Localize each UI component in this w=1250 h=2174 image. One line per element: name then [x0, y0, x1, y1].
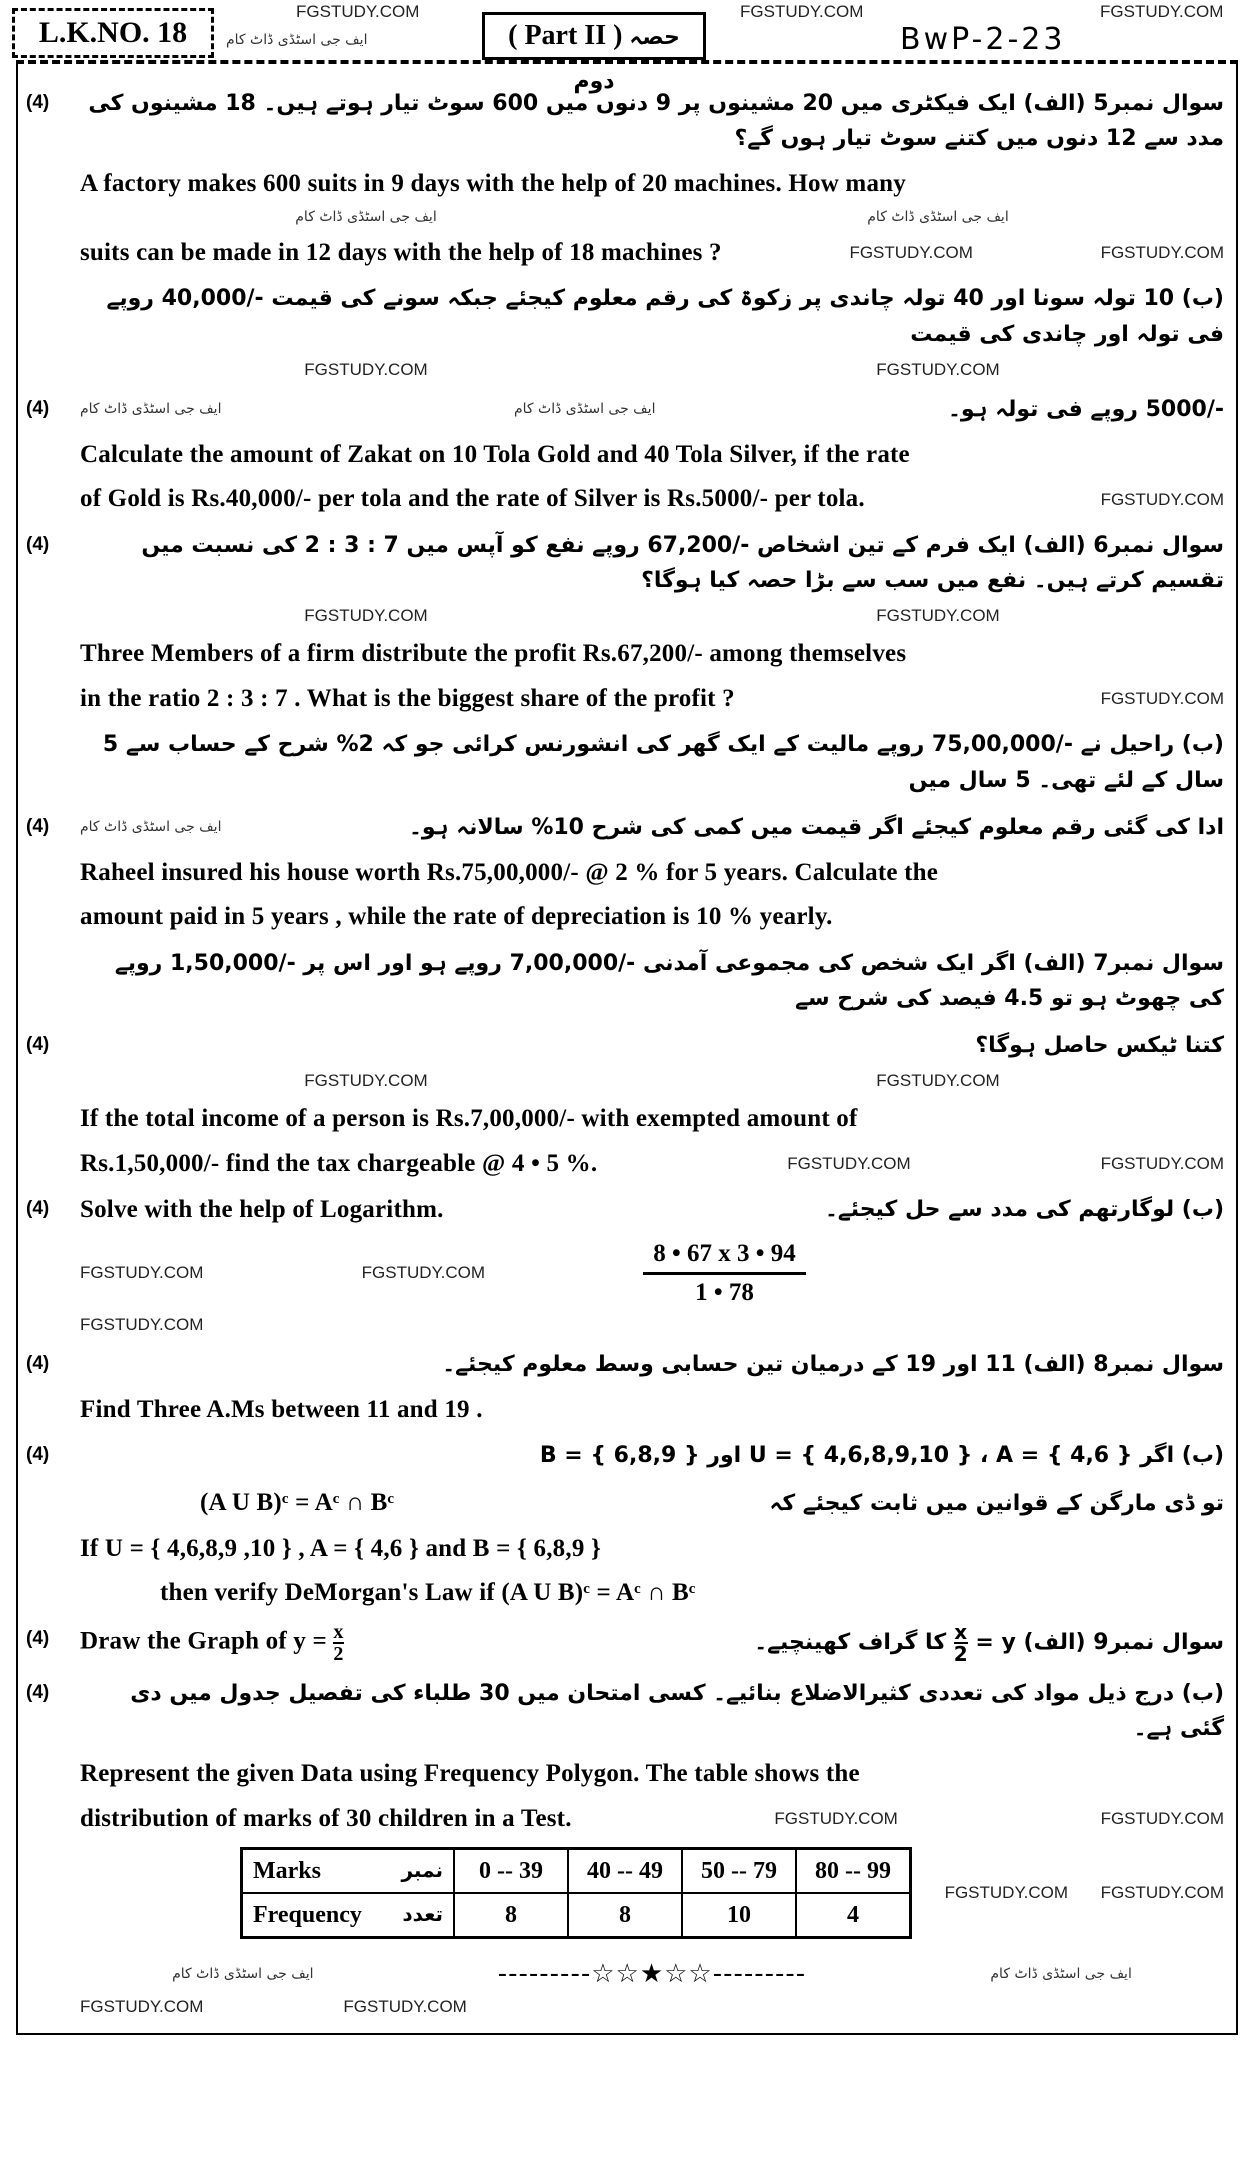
line-group — [80, 392, 1224, 427]
end-stars-divider: ---------☆☆★☆☆--------- — [497, 1959, 807, 1990]
q7a-urdu-1: سوال نمبر7 (الف) اگر ایک شخص کی مجموعی آمدنی -/7,00,000 روپے ہو اور اس پر -/1,50,000 روپے کی چھوٹ ہو تو 4.5 فیصد کی شرح سے — [114, 950, 1224, 1012]
watermark-urdu: ایف جی اسٹڈی ڈاٹ کام — [80, 819, 222, 836]
watermark: FGSTUDY.COM — [774, 1808, 898, 1828]
marks-label: (4) — [26, 533, 50, 555]
q8b-urdu2-row — [26, 1486, 1224, 1521]
marks-label: (4) — [26, 1681, 50, 1703]
watermark: FGSTUDY.COM — [80, 1314, 204, 1334]
q6b-urdu2-row — [26, 810, 1224, 845]
q6a-en2-row — [26, 683, 1224, 716]
watermark-row — [26, 209, 1224, 225]
watermark-row — [26, 1997, 1224, 2017]
x-over-2 — [953, 1619, 968, 1666]
q9a-en-text: Draw the Graph of y = — [80, 1627, 327, 1655]
class-cell: 0 -- 39 — [454, 1849, 568, 1894]
q9b-en-2: distribution of marks of 30 children in a Test. — [80, 1804, 572, 1832]
line-group — [80, 810, 1224, 845]
marks-spacer — [26, 901, 80, 907]
q9a-urdu-pre: سوال نمبر9 (الف) — [1023, 1629, 1224, 1655]
marks-label: (4) — [26, 1444, 50, 1466]
watermark: FGSTUDY.COM — [1100, 1154, 1224, 1174]
marks-spacer — [26, 1577, 80, 1583]
watermark-urdu: ایف جی اسٹڈی ڈاٹ کام — [514, 401, 656, 418]
watermark-urdu: ایف جی اسٹڈی ڈاٹ کام — [867, 208, 1009, 225]
marks-label: (4) — [26, 1198, 50, 1220]
frequency-cell: 10 — [682, 1893, 796, 1938]
q6a-en-row — [26, 638, 1224, 671]
marks-label: (4) — [26, 397, 50, 419]
q5b-en-1: Calculate the amount of Zakat on 10 Tola Gold and 40 Tola Silver, if the rate — [80, 440, 910, 468]
marks-spacer — [26, 683, 80, 689]
q9b-en2-row — [26, 1803, 1224, 1836]
part-label — [482, 12, 706, 94]
class-cell: 40 -- 49 — [568, 1849, 682, 1894]
q7a-en2-row — [26, 1148, 1224, 1181]
marks-spacer — [26, 237, 80, 243]
q7b-en: Solve with the help of Logarithm. — [80, 1195, 444, 1223]
marks-spacer — [26, 946, 80, 952]
line-group — [80, 683, 1224, 716]
line-group — [80, 237, 1224, 270]
line-group — [80, 1240, 1224, 1307]
marks-spacer — [26, 638, 80, 644]
q8b-urdu-1: (ب) اگر U = { 4,6,8,9,10 } ، A = { 4,6 } اور B = { 6,8,9 } — [539, 1443, 1224, 1469]
q7a-urdu-2: کتنا ٹیکس حاصل ہوگا؟ — [975, 1033, 1224, 1059]
watermark: FGSTUDY.COM — [944, 1883, 1068, 1903]
watermark: FGSTUDY.COM — [296, 2, 420, 21]
question-frame — [16, 60, 1238, 2035]
frequency-table — [240, 1847, 912, 1939]
q5a-urdu: سوال نمبر5 (الف) ایک فیکٹری میں 20 مشینوں پر 9 دنوں میں 600 سوٹ تیار ہوتے ہیں۔ 18 مشینوں کی مدد سے 12 دنوں میں کتنے سوٹ تیار ہوں گے؟ — [88, 91, 1224, 152]
table-row-wrap — [26, 1847, 1224, 1939]
set-law-urdu-line: (A U B)ᶜ = Aᶜ ∩ Bᶜ — [200, 1488, 395, 1516]
q8a-row — [26, 1347, 1224, 1382]
q8b-urdu-row — [26, 1438, 1224, 1473]
q5b-urdu-row — [26, 281, 1224, 351]
q9a-en — [80, 1622, 344, 1664]
q6a-en-1: Three Members of a firm distribute the profit Rs.67,200/- among themselves — [80, 640, 907, 668]
part-urdu: حصہ دوم — [573, 25, 680, 94]
marks-spacer — [26, 1103, 80, 1109]
marks-label: (4) — [26, 815, 50, 837]
q6b-urdu-row — [26, 727, 1224, 797]
q6a-row — [26, 528, 1224, 598]
q5b-urdu-2: -/5000 روپے فی تولہ ہو۔ — [948, 396, 1224, 422]
marks-spacer — [26, 439, 80, 445]
watermark: FGSTUDY.COM — [876, 1071, 1000, 1091]
line-group — [80, 1148, 1224, 1181]
marks-label: (4) — [26, 1034, 50, 1056]
q8b-en-1: If U = { 4,6,8,9 ,10 } , A = { 4,6 } and B = { 6,8,9 } — [80, 1534, 602, 1562]
q7a-en-2: Rs.1,50,000/- find the tax chargeable @ 4 • 5 %. — [80, 1149, 598, 1177]
watermark-urdu: ایف جی اسٹڈی ڈاٹ کام — [295, 208, 437, 225]
q9b-en-1: Represent the given Data using Frequency Polygon. The table shows the — [80, 1760, 860, 1788]
q5a-en-1: A factory makes 600 suits in 9 days with the help of 20 machines. How many — [80, 170, 906, 198]
fraction-numerator: 8 • 67 x 3 • 94 — [643, 1240, 806, 1275]
q5a-row — [26, 86, 1224, 156]
q6a-urdu: سوال نمبر6 (الف) ایک فرم کے تین اشخاص -/67,200 روپے نفع کو آپس میں 7 : 3 : 2 کی نسبت میں تقسیم کرتے ہیں۔ نفع میں سب سے بڑا حصہ کیا ہوگا؟ — [141, 532, 1224, 594]
row-header-frequency — [242, 1893, 455, 1938]
q6b-en-2: amount paid in 5 years , while the rate of depreciation is 10 % yearly. — [80, 903, 833, 931]
q8b-urdu-2: تو ڈی مارگن کے قوانین میں ثابت کیجئے کہ — [769, 1490, 1224, 1516]
watermark: FGSTUDY.COM — [1100, 489, 1224, 509]
q8b-en-2: then verify DeMorgan's Law if (A U B)ᶜ = Aᶜ ∩ Bᶜ — [160, 1579, 696, 1607]
marks-label-en: Marks — [253, 1857, 321, 1884]
q7a-row — [26, 946, 1224, 1016]
q8a-en-row — [26, 1394, 1224, 1427]
frequency-label-urdu: تعدد — [402, 1901, 443, 1926]
class-cell: 50 -- 79 — [682, 1849, 796, 1894]
q8b-en2-row — [26, 1577, 1224, 1610]
watermark-row — [26, 606, 1224, 626]
marks-spacer — [26, 1803, 80, 1809]
q5b-urdu-1: (ب) 10 تولہ سونا اور 40 تولہ چاندی پر زکوۃ کی رقم معلوم کیجئے جبکہ سونے کی قیمت -/40,000 روپے فی تولہ اور چاندی کی قیمت — [106, 286, 1224, 347]
line-group — [80, 1619, 1224, 1666]
q9a-row — [26, 1619, 1224, 1666]
handwritten-code: BwP-2-23 — [900, 22, 1066, 57]
marks-spacer — [26, 1533, 80, 1539]
watermark: FGSTUDY.COM — [80, 1997, 204, 2017]
part-en: ( Part II ) — [508, 20, 623, 51]
watermark-row — [26, 1071, 1224, 1091]
frac-num: x — [333, 1620, 344, 1643]
q5b-urdu2-row — [26, 392, 1224, 427]
watermark: FGSTUDY.COM — [80, 1263, 204, 1283]
frequency-cell: 4 — [796, 1893, 911, 1938]
q9b-row — [26, 1676, 1224, 1746]
q5a-en2-row — [26, 237, 1224, 270]
watermark: FGSTUDY.COM — [876, 359, 1000, 379]
q8a-urdu: سوال نمبر8 (الف) 11 اور 19 کے درمیان تین حسابی وسط معلوم کیجئے۔ — [442, 1351, 1224, 1377]
row-header-marks — [242, 1849, 455, 1894]
q7a-urdu2-row — [26, 1028, 1224, 1063]
watermark: FGSTUDY.COM — [304, 606, 428, 626]
marks-spacer — [26, 1847, 80, 1853]
frequency-cell: 8 — [454, 1893, 568, 1938]
line-group — [80, 1803, 1224, 1836]
q7a-en-row — [26, 1103, 1224, 1136]
line-group — [80, 1847, 1224, 1939]
marks-spacer — [26, 281, 80, 287]
q7a-en-1: If the total income of a person is Rs.7,00,000/- with exempted amount of — [80, 1105, 858, 1133]
watermark: FGSTUDY.COM — [304, 1071, 428, 1091]
watermark-urdu: ایف جی اسٹڈی ڈاٹ کام — [172, 1966, 314, 1983]
q6b-en-1: Raheel insured his house worth Rs.75,00,000/- @ 2 % for 5 years. Calculate the — [80, 858, 939, 886]
watermark: FGSTUDY.COM — [361, 1263, 486, 1283]
watermark: FGSTUDY.COM — [1100, 1883, 1224, 1903]
marks-label: (4) — [26, 1627, 50, 1649]
log-fraction — [643, 1240, 806, 1307]
watermark: FGSTUDY.COM — [343, 1997, 467, 2017]
frac-num: x — [954, 1619, 968, 1644]
watermark: FGSTUDY.COM — [1100, 689, 1224, 709]
watermark: FGSTUDY.COM — [787, 1154, 911, 1174]
q5a-en-row — [26, 168, 1224, 201]
class-cell: 80 -- 99 — [796, 1849, 911, 1894]
watermark: FGSTUDY.COM — [740, 2, 864, 21]
watermark-row — [26, 1315, 1224, 1335]
watermark-row — [26, 360, 1224, 380]
q7b-row — [26, 1192, 1224, 1227]
q9b-en-row — [26, 1758, 1224, 1791]
marks-spacer — [26, 1148, 80, 1154]
q5a-en-2: suits can be made in 12 days with the help of 18 machines ? — [80, 238, 722, 266]
q6b-urdu-1: (ب) راحیل نے -/75,00,000 روپے مالیت کے ایک گھر کی انشورنس کرائی جو کہ 2% شرح کے حساب سے 5 سال کے لئے تھی۔ 5 سال میں — [102, 732, 1224, 793]
q9b-urdu: (ب) درج ذیل مواد کی تعددی کثیرالاضلاع بنائیے۔ کسی امتحان میں 30 طلباء کی تفصیل جدول میں دی گئی ہے۔ — [130, 1680, 1224, 1741]
marks-spacer — [26, 1240, 80, 1246]
frequency-label-en: Frequency — [253, 1901, 362, 1928]
q6b-en-row — [26, 857, 1224, 890]
q9a-urdu: سوال نمبر9 (الف) y = $\frac{x}{2}$ کا گراف کھینچیے۔ — [754, 1619, 1224, 1666]
x-over-2 — [333, 1622, 343, 1664]
line-group — [80, 483, 1224, 516]
q5b-en-row — [26, 439, 1224, 472]
q8a-en: Find Three A.Ms between 11 and 19 . — [80, 1395, 483, 1423]
table-row — [242, 1893, 911, 1938]
marks-spacer — [26, 483, 80, 489]
watermark: FGSTUDY.COM — [876, 606, 1000, 626]
line-group — [80, 1486, 1224, 1521]
marks-spacer — [26, 1394, 80, 1400]
log-fraction-row — [26, 1240, 1224, 1307]
marks-spacer — [26, 1486, 80, 1492]
marks-label: (4) — [26, 92, 50, 113]
marks-spacer — [26, 168, 80, 174]
q5b-en2-row — [26, 483, 1224, 516]
watermark: FGSTUDY.COM — [1100, 1808, 1224, 1828]
marks-spacer — [26, 727, 80, 733]
footer-row — [26, 1959, 1224, 1989]
q6b-urdu-2: ادا کی گئی رقم معلوم کیجئے اگر قیمت میں کمی کی شرح 10% سالانہ ہو۔ — [409, 814, 1224, 840]
watermark: FGSTUDY.COM — [849, 243, 973, 263]
q6a-en-2: in the ratio 2 : 3 : 7 . What is the biggest share of the profit ? — [80, 684, 735, 712]
watermark-urdu: ایف جی اسٹڈی ڈاٹ کام — [80, 401, 222, 418]
watermark: FGSTUDY.COM — [1100, 243, 1224, 263]
marks-spacer — [26, 1758, 80, 1764]
frequency-cell: 8 — [568, 1893, 682, 1938]
lk-number-box: L.K.NO. 18 — [12, 8, 214, 58]
marks-label-urdu: نمبر — [401, 1857, 443, 1882]
watermark: FGSTUDY.COM — [1100, 2, 1224, 21]
q8b-en-row — [26, 1533, 1224, 1566]
q7b-urdu: (ب) لوگارتھم کی مدد سے حل کیجئے۔ — [824, 1197, 1224, 1223]
line-group — [80, 1192, 1224, 1227]
frac-den: 2 — [333, 1642, 344, 1665]
frac-den: 2 — [953, 1641, 968, 1666]
marks-label: (4) — [26, 1352, 50, 1374]
q5b-en-2: of Gold is Rs.40,000/- per tola and the rate of Silver is Rs.5000/- per tola. — [80, 485, 865, 513]
q6b-en2-row — [26, 901, 1224, 934]
watermark-urdu: ایف جی اسٹڈی ڈاٹ کام — [226, 32, 368, 48]
marks-spacer — [26, 857, 80, 863]
q9a-urdu-post: کا گراف کھینچیے۔ — [754, 1629, 947, 1655]
watermark-urdu: ایف جی اسٹڈی ڈاٹ کام — [990, 1966, 1132, 1983]
fraction-denominator: 1 • 78 — [695, 1278, 754, 1306]
table-row — [242, 1849, 911, 1894]
watermark: FGSTUDY.COM — [304, 359, 428, 379]
